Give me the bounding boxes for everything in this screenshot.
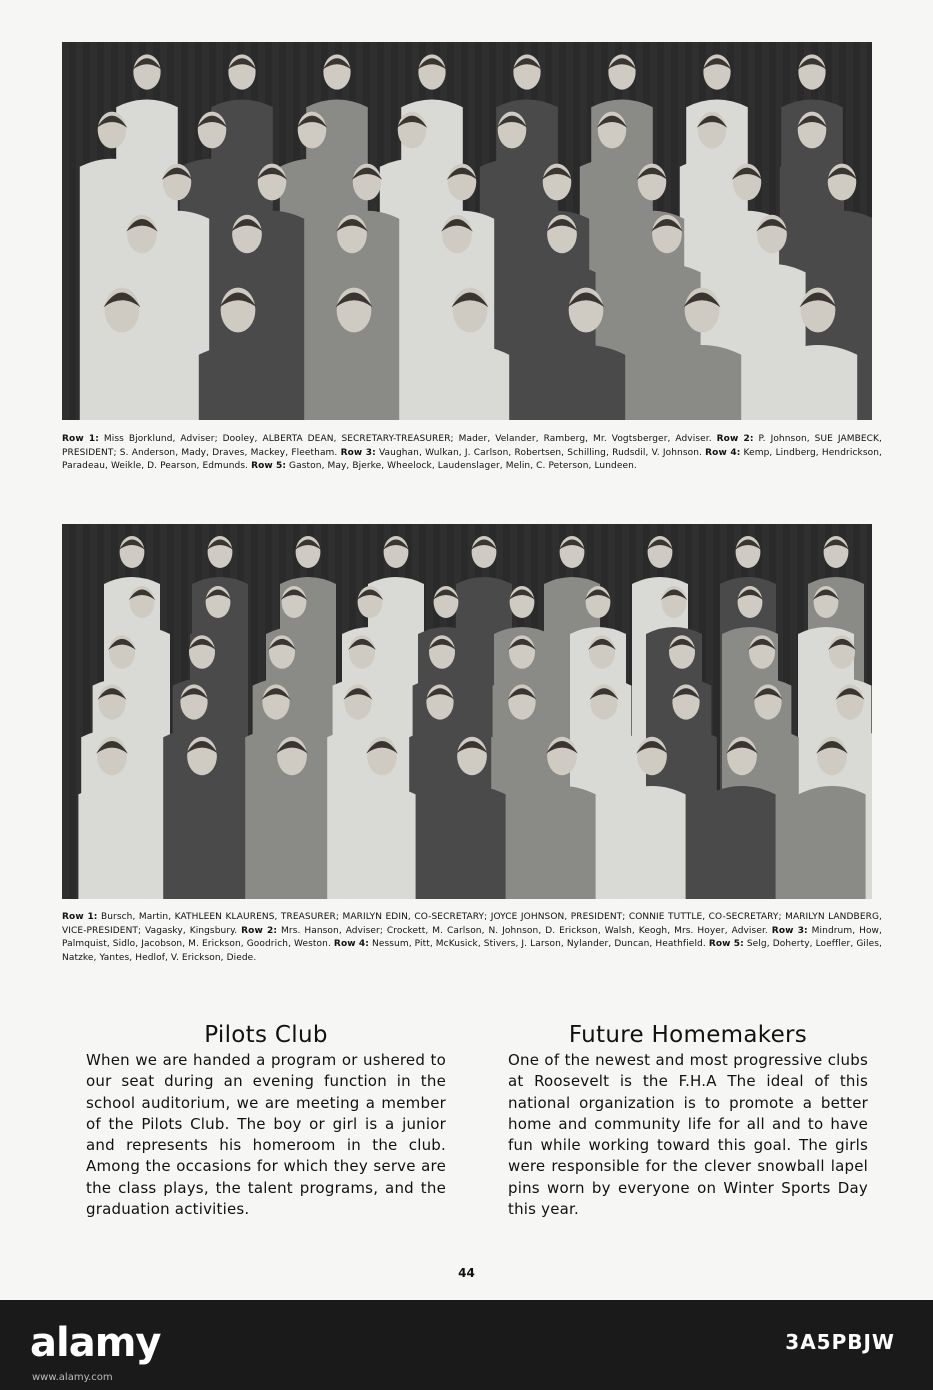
person-figure	[315, 345, 393, 420]
person-figure	[348, 786, 415, 899]
person-figure	[547, 345, 625, 420]
person-figure	[199, 345, 277, 420]
alamy-logo[interactable]: alamy	[30, 1320, 161, 1366]
article-title: Future Homemakers	[568, 1022, 808, 1048]
pilots-club-article	[86, 1020, 446, 1220]
person-figure	[438, 786, 505, 899]
pilots-club-caption: Row 1: Miss Bjorklund, Adviser; Dooley, ALBERTA DEAN, SECRETARY-TREASURER; Mader, Velander, Ramberg, Mr. Vogtsberger, Adviser. Row 2: P. Johnson, SUE JAMBECK, PRESIDENT; S. Anderson, Mady, Draves, Mackey, Fleetham. Row 3: Vaughan, Wulkan, J. Carlson, Robertsen, Schilling, Rudsdil, V. Johnson. Row 4: Kemp, Lindberg, Hendrickson, Paradeau, Weikle, D. Pearson, Edmunds. Row 5: Gaston, May, Bjerke, Wheelock, Laudenslager, Melin, C. Peterson, Lundeen.	[62, 434, 882, 471]
person-figure	[528, 786, 595, 899]
article-title: Pilots Club	[204, 1022, 328, 1048]
person-figure	[708, 786, 775, 899]
person-figure	[168, 786, 235, 899]
group-photo-image	[62, 42, 872, 420]
person-figure	[663, 345, 741, 420]
article-body: When we are handed a program or ushered to our seat during an evening function in the school auditorium, we are meeting a member of the Pilots Club. The boy or girl is a junior and represents his homeroom in the club. Among the occasions for which they serve are the class plays, the talent programs, and the graduation activities.	[86, 1051, 446, 1219]
person-figure	[618, 786, 685, 899]
person-figure	[779, 345, 857, 420]
group-photo-image	[62, 524, 872, 899]
person-figure	[83, 345, 161, 420]
page-number: 44	[458, 1266, 475, 1280]
pilots-club-photo	[62, 42, 872, 420]
footer-link[interactable]: www.alamy.com	[32, 1372, 113, 1383]
person-figure	[258, 786, 325, 899]
future-homemakers-article	[508, 1020, 868, 1220]
person-figure	[78, 786, 145, 899]
fha-club-photo	[62, 524, 872, 899]
fha-club-caption: Row 1: Bursch, Martin, KATHLEEN KLAURENS, TREASURER; MARILYN EDIN, CO-SECRETARY; JOYCE JOHNSON, PRESIDENT; CONNIE TUTTLE, CO-SECRETARY; MARILYN LANDBERG, VICE-PRESIDENT; Vagasky, Kingsbury. Row 2: Mrs. Hanson, Adviser; Crockett, M. Carlson, N. Johnson, D. Erickson, Walsh, Keogh, Mrs. Hoyer, Adviser. Row 3: Mindrum, How, Palmquist, Sidlo, Jacobson, M. Erickson, Goodrich, Weston. Row 4: Nessum, Pitt, McKusick, Stivers, J. Larson, Nylander, Duncan, Heathfield. Row 5: Selg, Doherty, Loeffler, Giles, Natzke, Yantes, Hedlof, V. Erickson, Diede.	[62, 912, 882, 963]
article-body: One of the newest and most progressive clubs at Roosevelt is the F.H.A The ideal of this national organization is to promote a better home and community life for all and to have fun while working toward this goal. The girls were responsible for the clever snowball lapel pins worn by everyone on Winter Sports Day this year.	[508, 1051, 868, 1219]
person-figure	[431, 345, 509, 420]
person-figure	[798, 786, 865, 899]
image-id: 3A5PBJW	[785, 1330, 895, 1354]
